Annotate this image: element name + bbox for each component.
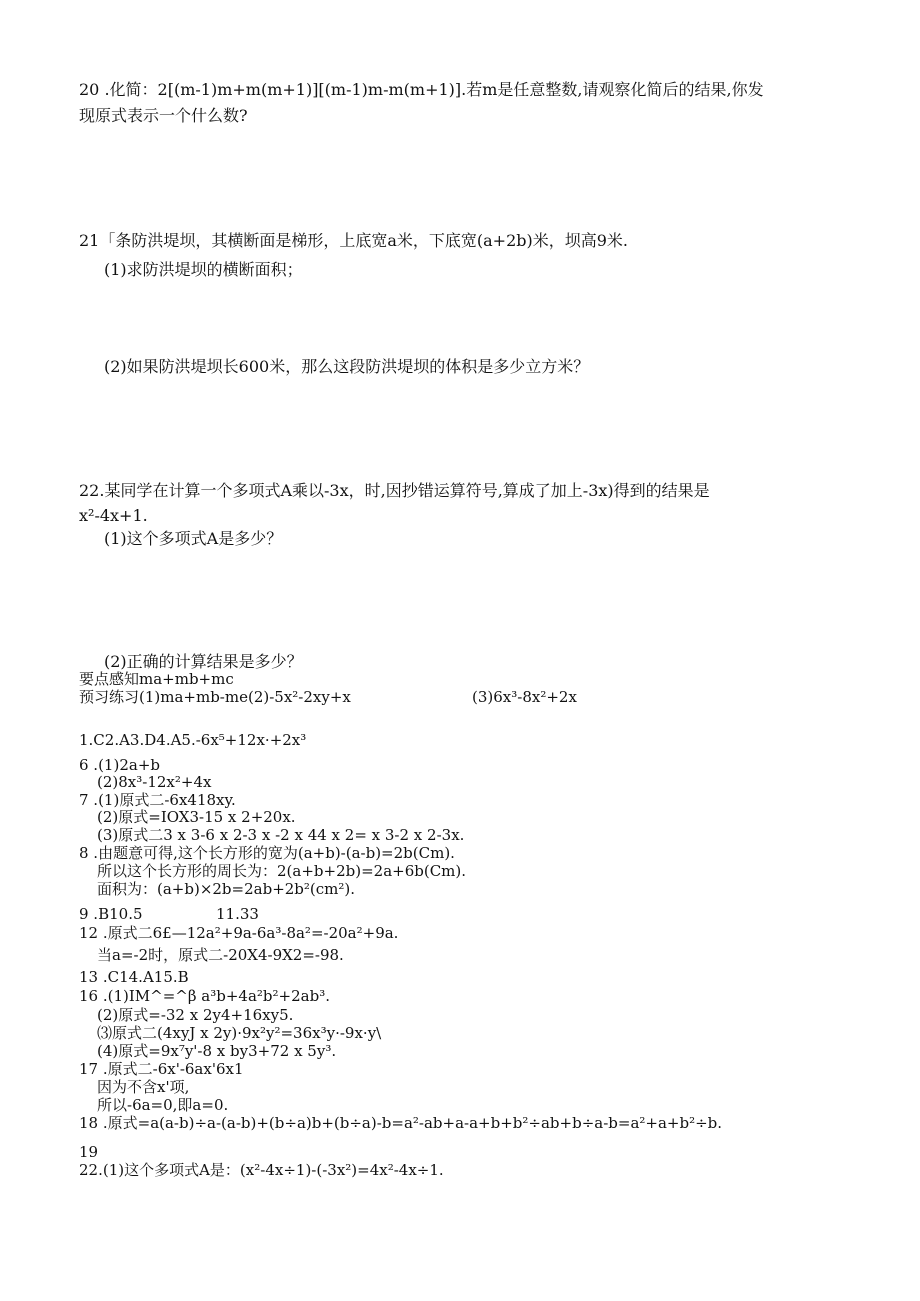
answers-9-10: 9 .B10.5 [79, 905, 143, 923]
answer-11: 11.33 [216, 905, 259, 923]
q22-part1: (1)这个多项式A是多少？ [104, 529, 283, 548]
q21-part2: (2)如果防洪堤坝长600米，那么这段防洪堤坝的体积是多少立方米？ [104, 357, 590, 376]
answer-16-part4: (4)原式=9x⁷y'-8 x by3+72 x 5y³. [97, 1042, 337, 1060]
answer-16-part3: ⑶原式二(4xyJ x 2y)·9x²y²=36x³y·-9x·y\ [97, 1024, 382, 1042]
answer-17-line1: 17 .原式二-6x'-6ax'6x1 [79, 1060, 244, 1078]
q22-line2: x²-4x+1. [79, 506, 148, 525]
q20-line2: 现原式表示一个什么数? [79, 106, 248, 125]
q22-part2: (2)正确的计算结果是多少？ [104, 652, 303, 671]
preview-exercise-a: 预习练习(1)ma+mb-me(2)-5x²-2xy+x [79, 688, 351, 706]
answer-8-line3: 面积为：(a+b)×2b=2ab+2b²(cm²). [97, 880, 356, 898]
answer-12-line1: 12 .原式二6£—12a²+9a-6a³-8a²=-20a²+9a. [79, 924, 399, 942]
answer-16-part1: 16 .(1)IM^=^β a³b+4a²b²+2ab³. [79, 987, 330, 1005]
answer-7-part1: 7 .(1)原式二-6x418xy. [79, 791, 236, 809]
key-points: 要点感知ma+mb+mc [79, 670, 234, 688]
q21-line1: 21「条防洪堤坝，其横断面是梯形，上底宽a米，下底宽(a+2b)米，坝高9米. [79, 231, 629, 250]
answer-6-part1: 6 .(1)2a+b [79, 756, 160, 774]
answer-16-part2: (2)原式=-32 x 2y4+16xy5. [97, 1006, 294, 1024]
preview-exercise-b: (3)6x³-8x²+2x [472, 688, 577, 706]
answer-8-line2: 所以这个长方形的周长为：2(a+b+2b)=2a+6b(Cm). [97, 862, 467, 880]
answer-7-part2: (2)原式=IOX3-15 x 2+20x. [97, 808, 296, 826]
answer-8-line1: 8 .由题意可得,这个长方形的宽为(a+b)-(a-b)=2b(Cm). [79, 844, 455, 862]
answer-17-line2: 因为不含x'项, [97, 1078, 190, 1096]
answer-19: 19 [79, 1143, 99, 1161]
answer-22: 22.(1)这个多项式A是：(x²-4x÷1)-(-3x²)=4x²-4x÷1. [79, 1161, 444, 1179]
answer-6-part2: (2)8x³-12x²+4x [97, 773, 212, 791]
answer-7-part3: (3)原式二3 x 3-6 x 2-3 x -2 x 44 x 2= x 3-2 x 2-3x. [97, 826, 465, 844]
answer-18: 18 .原式=a(a-b)÷a-(a-b)+(b÷a)b+(b÷a)-b=a²-ab+a-a+b+b²÷ab+b÷a-b=a²+a+b²÷b. [79, 1114, 723, 1132]
answers-1-5: 1.C2.A3.D4.A5.-6x⁵+12x·+2x³ [79, 731, 307, 749]
q22-line1: 22.某同学在计算一个多项式A乘以-3x，时,因抄错运算符号,算成了加上-3x)得到的结果是 [79, 481, 710, 500]
q20-line1: 20 .化简：2[(m-1)m+m(m+1)][(m-1)m-m(m+1)].若m是任意整数,请观察化简后的结果,你发 [79, 80, 764, 99]
answer-12-line2: 当a=-2时，原式二-20X4-9X2=-98. [97, 946, 344, 964]
answers-13-15: 13 .C14.A15.B [79, 968, 189, 986]
answer-17-line3: 所以-6a=0,即a=0. [97, 1096, 229, 1114]
q21-part1: (1)求防洪堤坝的横断面积； [104, 260, 303, 279]
